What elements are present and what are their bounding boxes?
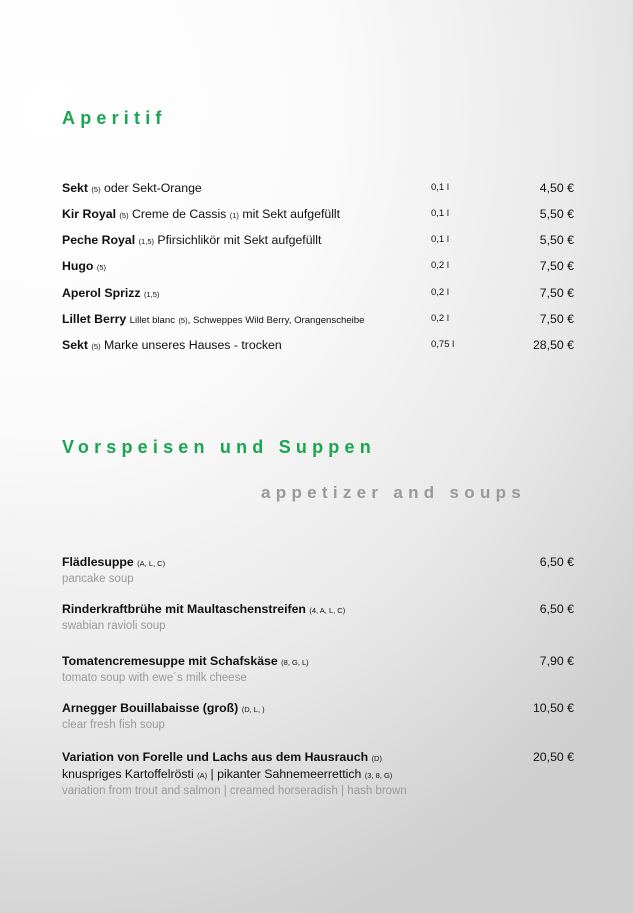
- dish-name: Tomatencremesuppe mit Schafskäse: [62, 654, 278, 668]
- drink-volume: 0,1 l: [431, 208, 449, 219]
- drink-name: Sekt: [62, 338, 88, 352]
- drink-volume: 0,1 l: [431, 182, 449, 193]
- drink-description: Creme de Cassis: [132, 207, 227, 221]
- dish-name: Variation von Forelle und Lachs aus dem Hausrauch: [62, 750, 369, 764]
- drink-price: 7,50 €: [539, 259, 574, 273]
- dish-name: Arnegger Bouillabaisse (groß): [62, 701, 239, 715]
- dish-item: [62, 654, 574, 688]
- aperitif-heading: Aperitif: [62, 108, 167, 128]
- dish-price: 6,50 €: [539, 555, 574, 569]
- drink-description: Marke unseres Hauses - trocken: [104, 338, 282, 352]
- drink-description: Pfirsichlikör mit Sekt aufgefüllt: [157, 233, 322, 247]
- dish-english: variation from trout and salmon | creamed horseradish | hash brown: [62, 785, 407, 797]
- allergen-codes: (A, L, C): [137, 559, 166, 568]
- drink-price: 28,50 €: [532, 338, 574, 352]
- allergen-codes: (5): [96, 263, 107, 272]
- dish-item: [62, 555, 574, 589]
- allergen-codes: (4, A, L, C): [309, 606, 346, 615]
- allergen-codes: (5): [91, 342, 101, 351]
- drink-row: [62, 258, 574, 274]
- drink-volume: 0,2 l: [431, 313, 449, 324]
- drink-description: Lillet blanc: [129, 315, 176, 326]
- starters-heading: Vorspeisen und Suppen: [62, 437, 376, 457]
- dish-english: swabian ravioli soup: [62, 620, 166, 632]
- dish-name: Rinderkraftbrühe mit Maultaschenstreifen: [62, 602, 306, 616]
- drink-name: Aperol Sprizz: [62, 286, 141, 300]
- dish-side: knuspriges Kartoffelrösti: [62, 767, 194, 781]
- dish-english: pancake soup: [62, 573, 134, 585]
- allergen-codes: (A): [197, 771, 208, 780]
- drink-name: Kir Royal: [62, 207, 116, 221]
- drink-name: Lillet Berry: [62, 312, 127, 326]
- drink-description-cont: , Schweppes Wild Berry, Orangenscheibe: [187, 315, 365, 326]
- drink-row: [62, 285, 574, 301]
- drink-volume: 0,1 l: [431, 234, 449, 245]
- allergen-codes: (5): [178, 316, 188, 325]
- starters-subheading: appetizer and soups: [261, 483, 527, 502]
- dish-english: tomato soup with ewe´s milk cheese: [62, 672, 247, 684]
- allergen-codes: (3, 8, G): [364, 771, 393, 780]
- drink-volume: 0,2 l: [431, 260, 449, 271]
- dish-side: | pikanter Sahnemeerrettich: [210, 767, 362, 781]
- dish-item: [62, 750, 574, 801]
- drink-row: [62, 337, 574, 353]
- allergen-codes: (5): [91, 185, 101, 194]
- drink-volume: 0,2 l: [431, 287, 449, 298]
- drink-row: [62, 311, 574, 327]
- drink-row: [62, 206, 574, 222]
- allergen-codes: (8, G, L): [281, 658, 309, 667]
- drink-price: 7,50 €: [539, 312, 574, 326]
- drink-description: oder Sekt-Orange: [104, 181, 202, 195]
- dish-item: [62, 602, 574, 636]
- allergen-codes: (5): [119, 211, 129, 220]
- drink-row: [62, 232, 574, 248]
- drink-name: Sekt: [62, 181, 88, 195]
- drink-row: [62, 180, 574, 196]
- drink-name: Peche Royal: [62, 233, 136, 247]
- allergen-codes: (D, L, ): [241, 705, 265, 714]
- drink-price: 7,50 €: [539, 286, 574, 300]
- dish-item: [62, 701, 574, 735]
- dish-name: Flädlesuppe: [62, 555, 134, 569]
- drink-name: Hugo: [62, 259, 94, 273]
- allergen-codes: (1): [229, 211, 239, 220]
- allergen-codes: (1,5): [144, 290, 160, 299]
- drink-description-cont: mit Sekt aufgefüllt: [242, 207, 341, 221]
- drink-volume: 0,75 l: [431, 339, 455, 350]
- drink-price: 5,50 €: [539, 207, 574, 221]
- dish-price: 20,50 €: [532, 750, 574, 764]
- drink-price: 4,50 €: [539, 181, 574, 195]
- dish-price: 6,50 €: [539, 602, 574, 616]
- dish-price: 7,90 €: [539, 654, 574, 668]
- dish-english: clear fresh fish soup: [62, 719, 165, 731]
- allergen-codes: (1,5): [138, 237, 154, 246]
- dish-price: 10,50 €: [532, 701, 574, 715]
- drink-price: 5,50 €: [539, 233, 574, 247]
- allergen-codes: (D): [371, 754, 382, 763]
